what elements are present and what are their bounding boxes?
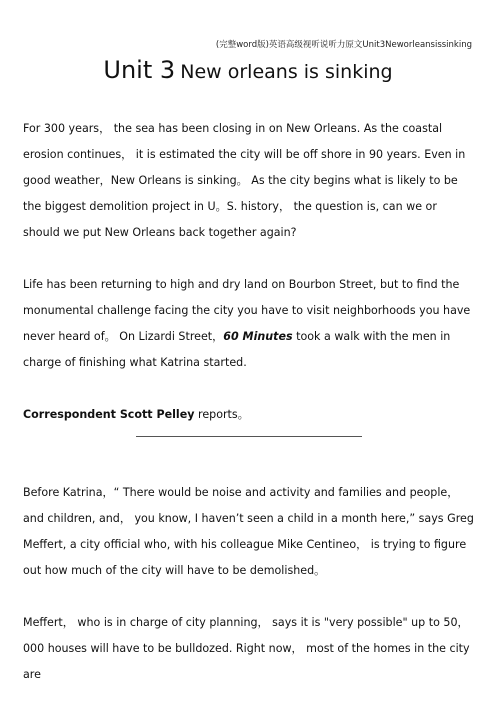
paragraph-gap [23,584,475,610]
title-unit: Unit 3 [103,56,176,84]
paragraph-meffert: Meffert， who is in charge of city planning， says it is "very possible" up to 50，000 houses will have to be bulldozed. Right now， most of the homes in the city are [23,616,470,681]
paragraph-bourbon-street [23,272,475,376]
page-header: (完整word版)英语高级视听说听力原文Unit3Neworleansissinking [215,40,472,50]
paragraph-text: took a walk with the men in charge of finishing what Katrina started. [23,330,451,369]
paragraph-intro: For 300 years， the sea has been closing in on New Orleans. As the coastal erosion continues， it is estimated the city will be off shore in 90 years. Even in good weather，New Orleans is sinking。 As the city begins what is likely to be the biggest demolition project in U。S. history， the question is, can we or should we put New Orleans back together again? [23,122,466,239]
title-text: New orleans is sinking [180,61,393,83]
paragraph-before-katrina: Before Katrina，“ There would be noise and activity and families and people， and children, and， you know, I haven’t seen a child in a month here,” says Greg Meffert, a city official who, with his colleague Mike Centineo， is trying to figure out how much of the city will have to be demolished。 [23,486,474,577]
paragraph-gap [23,246,475,272]
divider-gap [23,437,475,480]
program-name-emphasis: 60 Minutes [223,330,293,343]
paragraph-text: reports。 [194,408,249,421]
page-title [0,56,496,84]
paragraph-text: Life has been returning to high and dry land on Bourbon Street, but to find the monumental challenge facing the city you have to visit neighborhoods you have never heard of。 On Lizardi Street， [23,278,471,343]
paragraph-gap [23,376,475,402]
correspondent-name: Correspondent Scott Pelley [23,408,195,421]
paragraph-correspondent [23,402,475,428]
document-body [23,116,475,688]
